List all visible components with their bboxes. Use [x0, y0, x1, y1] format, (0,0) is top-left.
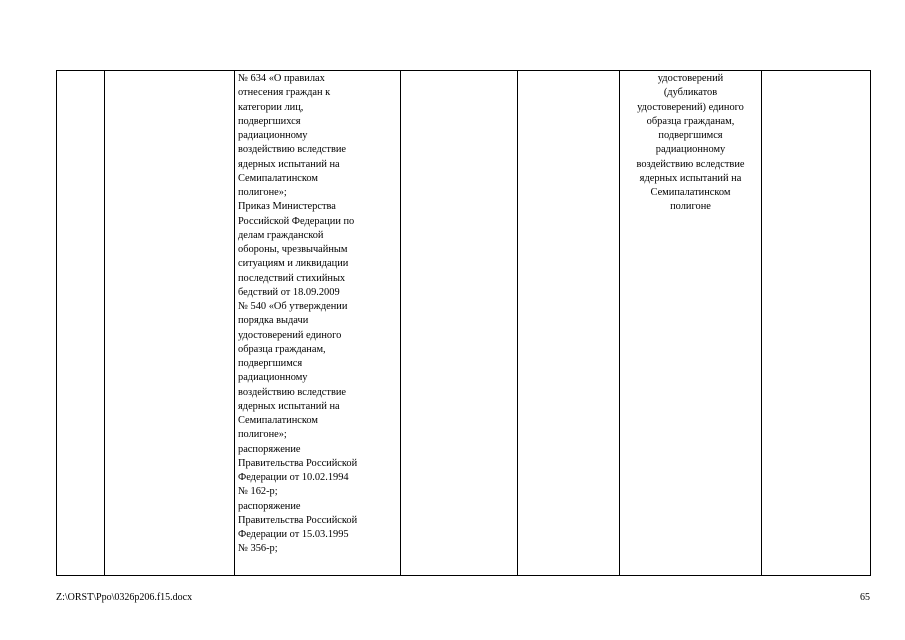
- document-table: [56, 70, 871, 576]
- page-number: 65: [860, 592, 870, 603]
- table-cell-number: [57, 71, 105, 576]
- table-row: [57, 71, 871, 576]
- table-cell-result: удостоверений (дубликатов удостоверений) единого образца гражданам, подвергшимся радиационному воздействию вследствие ядерных испытаний на Семипалатинском полигоне: [620, 71, 762, 576]
- footer-file-path: Z:\ORST\Ppo\0326p206.f15.docx: [56, 592, 193, 603]
- table-cell-legal-basis: № 634 «О правилах отнесения граждан к категории лиц, подвергшихся радиационному воздействию вследствие ядерных испытаний на Семипалатинском полигоне»; Приказ Министерства Российской Федерации по делам гражданской обороны, чрезвычайным ситуациям и ликвидации последствий стихийных бедствий от 18.09.2009 № 540 «Об утверждении порядка выдачи удостоверений единого образца гражданам, подвергшимся радиационному воздействию вследствие ядерных испытаний на Семипалатинском полигоне»; распоряжение Правительства Российской Федерации от 10.02.1994 № 162-р; распоряжение Правительства Российской Федерации от 15.03.1995 № 356-р;: [235, 71, 401, 576]
- table-cell-notes: [762, 71, 871, 576]
- table-cell-service: [105, 71, 235, 576]
- table-cell-authority: [518, 71, 620, 576]
- table-cell-recipients: [401, 71, 518, 576]
